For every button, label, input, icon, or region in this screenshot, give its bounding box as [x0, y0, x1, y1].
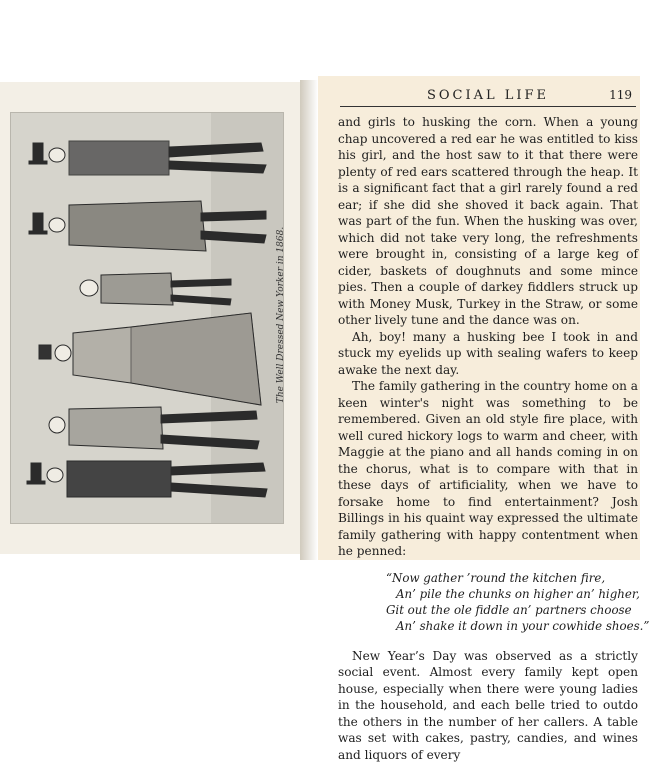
- running-head: [340, 88, 636, 107]
- fashion-plate-illustration: [10, 112, 284, 524]
- page-number: 119: [609, 88, 632, 102]
- body-text: [338, 114, 638, 763]
- plate-caption: The Well Dressed New Yorker in 1868.: [276, 227, 286, 403]
- paragraph-3: The family gathering in the country home on a keen winter's night was something to be remembered. Given an old style fire place, with well cured hickory logs to warm and cheer, with Maggie at the piano and all hands coming in on the chorus, what is to compare with that in these days of artificiality, when we have to forsake home to find entertainment? Josh Billings in his quaint way expressed the ultimate family gathering with happy contentment when he penned:: [338, 378, 638, 560]
- text-area: [338, 114, 640, 556]
- poem-quote: [386, 570, 638, 634]
- top-hat-icon: [33, 143, 43, 163]
- fashion-plate-figures: [11, 113, 283, 523]
- paragraph-2: Ah, boy! many a husking bee I took in and stuck my eyelids up with sealing wafers to keep awake the next day.: [338, 329, 638, 379]
- poem-line-4: An’ shake it down in your cowhide shoes.”: [386, 618, 638, 634]
- poem-line-1: “Now gather ’round the kitchen fire,: [386, 570, 638, 586]
- poem-line-3: Git out the ole fiddle an’ partners choose: [386, 602, 638, 618]
- paragraph-1: and girls to husking the corn. When a young chap uncovered a red ear he was entitled to kiss his girl, and the host saw to it that there were plenty of red ears scattered through the heap. It is a significant fact that a girl rarely found a red ear; if she did she shoved it back again. That was part of the fun. When the husking was over, which did not take very long, the refreshments were brought in, consisting of a large keg of cider, baskets of doughnuts and some mince pies. Then a couple of darkey fiddlers struck up with Money Musk, Turkey in the Straw, or some other lively tune and the dance was on.: [338, 114, 638, 329]
- poem-line-2: An’ pile the chunks on higher an’ higher,: [386, 586, 638, 602]
- book-gutter: [300, 80, 318, 560]
- paragraph-4: New Year’s Day was observed as a strictly social event. Almost every family kept open house, especially when there were young ladies in the household, and each belle tried to outdo the others in the number of her callers. A table was set with cakes, pastry, candies, and wines and liquors of every: [338, 648, 638, 763]
- running-head-title: SOCIAL LIFE: [340, 88, 636, 103]
